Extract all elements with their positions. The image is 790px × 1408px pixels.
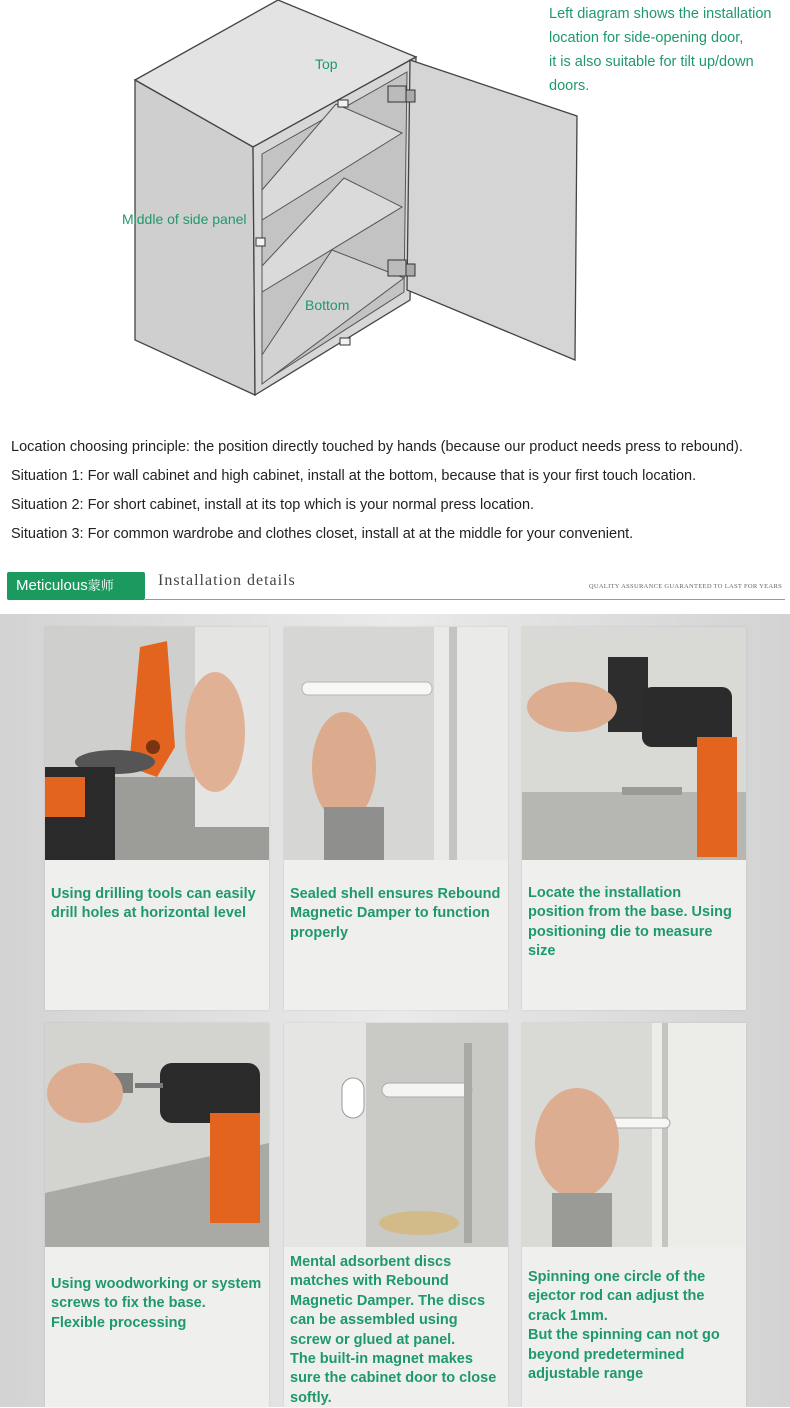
diagram-note-line: doors. [549,78,590,94]
caption-line: Using drilling tools can easily [51,886,256,902]
caption-line: Sealed shell ensures Rebound [290,886,501,902]
section-divider [145,599,785,600]
diagram-note-line: location for side-opening door, [549,30,744,46]
step-card-2 [284,627,508,1010]
section-header [0,566,790,606]
step-photo-damper-insert [284,627,508,860]
caption-line: Using woodworking or system [51,1276,262,1292]
caption-line: Locate the installation [528,885,682,901]
caption-line: Magnetic Damper. The discs [290,1292,486,1309]
diagram-note [549,2,785,98]
caption-line: screw or glued at panel. [290,1331,456,1348]
step-photo-drilling-jig [45,627,269,860]
caption-line: beyond predetermined [528,1346,685,1363]
step-photo-ejector-rod [522,1023,746,1247]
step-caption-1 [51,885,265,924]
brand-name: Meticulous [16,577,88,594]
step-caption-2 [290,885,504,943]
label-bottom: Bottom [305,297,350,313]
caption-line: can be assembled using [290,1312,458,1329]
caption-line: adjustable range [528,1366,644,1383]
step-card-6 [522,1023,746,1407]
caption-line: properly [290,924,349,941]
caption-line: The built-in magnet makes [290,1351,473,1368]
caption-line: Magnetic Damper to function [290,905,490,922]
caption-line: softly. [290,1389,332,1406]
step-card-3 [522,627,746,1010]
step-card-1 [45,627,269,1010]
section-title: Installation details [158,572,296,589]
location-principles [11,436,786,552]
diagram-note-line: it is also suitable for tilt up/down [549,54,754,70]
caption-line: size [528,943,556,960]
situation-3-text: Situation 3: For common wardrobe and clothes closet, install at at the middle for your convenient. [11,526,634,542]
caption-line: sure the cabinet door to close [290,1370,497,1387]
step-caption-3 [528,884,742,962]
caption-line: crack 1mm. [528,1307,608,1324]
caption-line: matches with Rebound [290,1273,449,1290]
diagram-note-line: Left diagram shows the installation [549,6,772,22]
step-caption-6 [528,1268,742,1384]
caption-line: position from the base. Using [528,904,732,921]
step-card-4 [45,1023,269,1407]
step-photo-adsorbent-disc [284,1023,508,1247]
caption-line: Spinning one circle of the [528,1269,706,1285]
principle-text: Location choosing principle: the position directly touched by hands (because our product needs press to rebound). [11,439,743,455]
caption-line: Flexible processing [51,1314,187,1331]
caption-line: drill holes at horizontal level [51,905,246,922]
situation-2-text: Situation 2: For short cabinet, install at its top which is your normal press location. [11,497,535,513]
step-caption-5 [290,1253,504,1408]
step-photo-positioning-die [522,627,746,860]
installation-steps-grid [0,614,790,1407]
brand-name-cjk: 蒙师 [87,578,114,593]
section-tagline: QUALITY ASSURANCE GUARANTEED TO LAST FOR YEARS [588,583,782,590]
step-photo-screw-base [45,1023,269,1247]
label-top: Top [315,56,338,72]
caption-line: Mental adsorbent discs [290,1254,452,1270]
caption-line: screws to fix the base. [51,1295,206,1312]
caption-line: positioning die to measure [528,923,713,940]
step-card-5 [284,1023,508,1407]
caption-line: But the spinning can not go [528,1327,720,1344]
brand-logo [7,572,145,600]
caption-line: ejector rod can adjust the [528,1288,705,1305]
situation-1-text: Situation 1: For wall cabinet and high cabinet, install at the bottom, because that is your first touch location. [11,468,697,484]
step-caption-4 [51,1275,265,1333]
label-middle-of-side-panel: Middle of side panel [122,211,247,227]
